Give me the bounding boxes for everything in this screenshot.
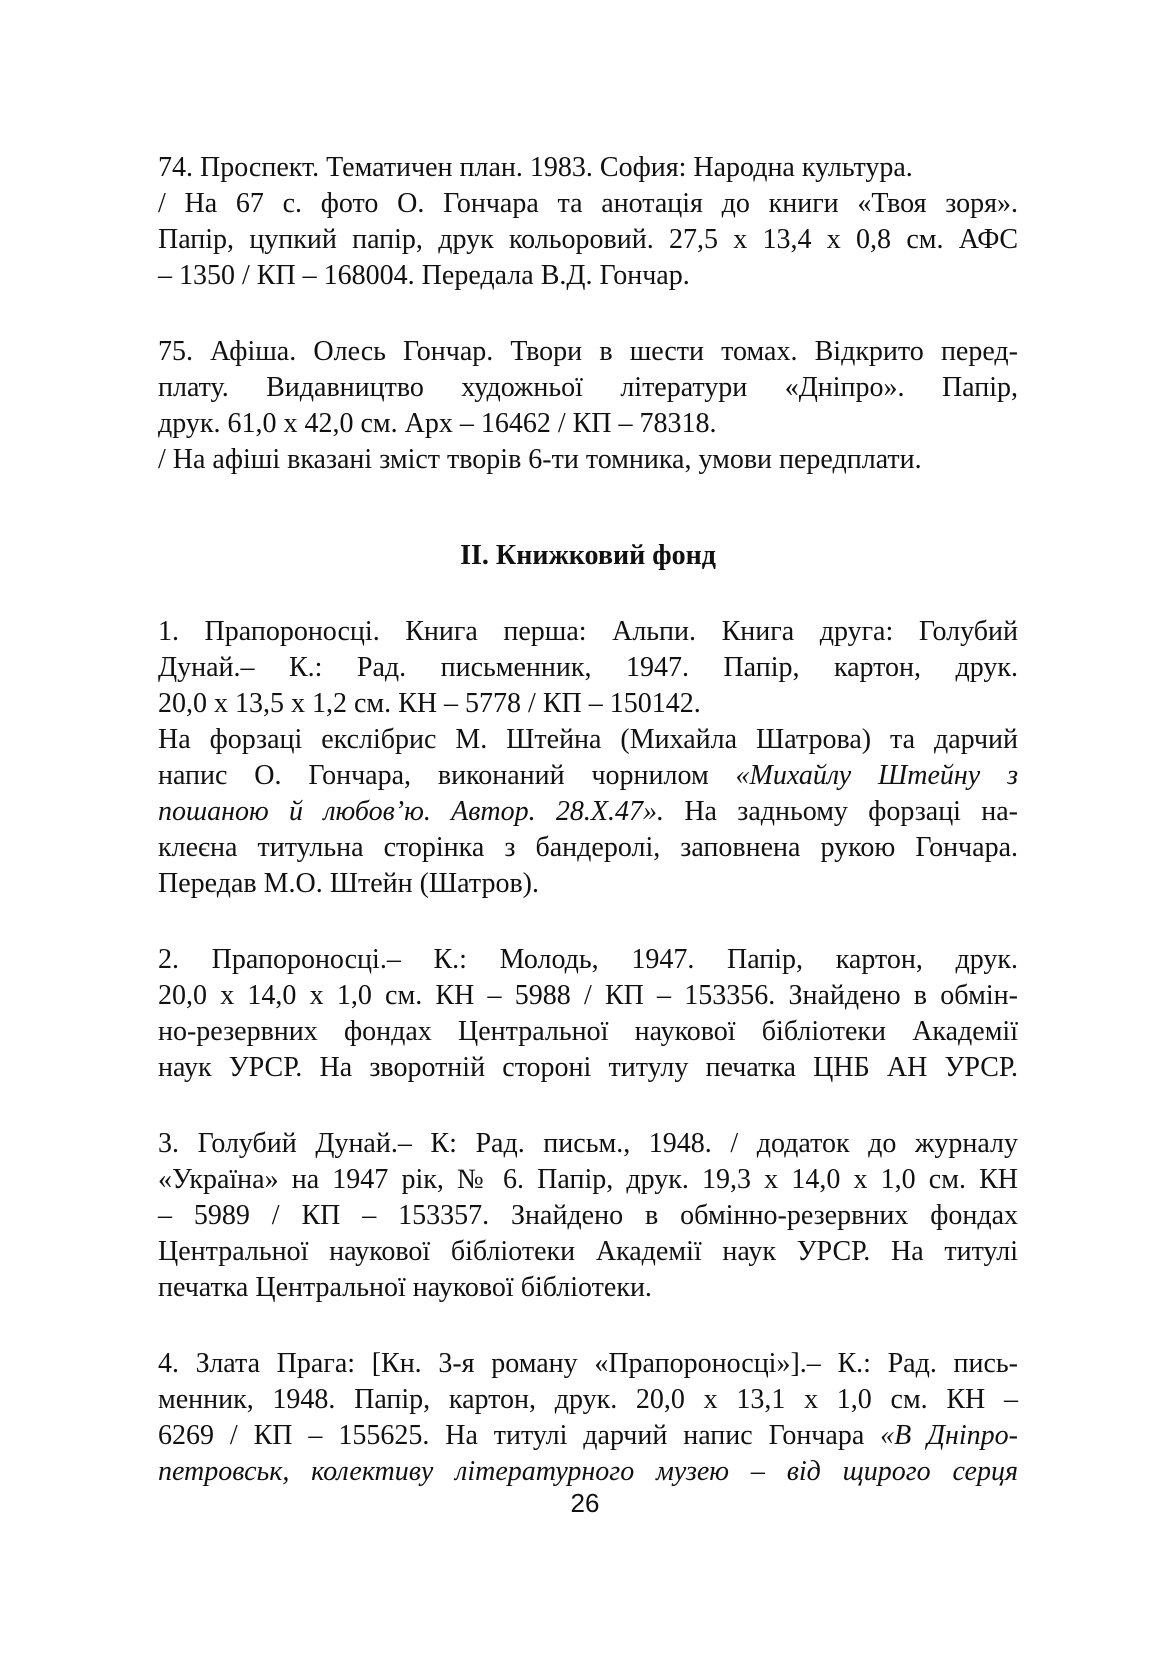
line-text: 3. Голубий Дунай.– К: Рад. письм., 1948. / додаток до журналу	[158, 1128, 1018, 1159]
entry-line	[158, 942, 1018, 978]
entry-line	[158, 406, 1018, 442]
catalog-entry	[158, 150, 1018, 294]
entry-line	[158, 686, 1018, 722]
entry-line	[158, 1050, 1018, 1086]
entry-line	[158, 334, 1018, 370]
entry-line	[158, 1454, 1018, 1490]
entry-line	[158, 150, 1018, 186]
line-text: – 1350 / КП – 168004. Передала В.Д. Гончар.	[158, 260, 690, 291]
entry-line	[158, 794, 1018, 830]
line-text: наук УРСР. На зворотній стороні титулу печатка ЦНБ АН УРСР.	[158, 1052, 1018, 1083]
entries-books	[158, 614, 1018, 1490]
entry-line	[158, 1418, 1018, 1454]
line-text: друк. 61,0 х 42,0 см. Арх – 16462 / КП – 78318.	[158, 408, 717, 439]
line-text: но-резервних фондах Центральної наукової бібліотеки Академії	[158, 1016, 1018, 1047]
line-text: / На афіші вказані зміст творів 6-ти томника, умови передплати.	[158, 444, 922, 475]
entry-line	[158, 186, 1018, 222]
entry-line	[158, 222, 1018, 258]
entry-line	[158, 1126, 1018, 1162]
entry-line	[158, 614, 1018, 650]
catalog-entry	[158, 942, 1018, 1086]
line-text: Дунай.– К.: Рад. письменник, 1947. Папір, картон, друк.	[158, 652, 1018, 683]
line-italic-quote: «В Дніпро-	[880, 1420, 1018, 1451]
line-text: – 5989 / КП – 153357. Знайдено в обмінно-резервних фондах	[158, 1200, 1018, 1231]
entry-line	[158, 370, 1018, 406]
catalog-entry	[158, 614, 1018, 902]
line-italic-quote: «Михайлу Штейну з	[735, 760, 1018, 791]
entry-line	[158, 1014, 1018, 1050]
entries-top	[158, 150, 1018, 478]
entry-line	[158, 830, 1018, 866]
line-italic-quote: петровськ, колективу літературного музею – від щирого серця	[158, 1456, 1018, 1487]
entry-line	[158, 758, 1018, 794]
entry-line	[158, 650, 1018, 686]
document-page	[158, 150, 1018, 1530]
entry-line	[158, 1198, 1018, 1234]
line-text: На форзаці екслібрис М. Штейна (Михайла Шатрова) та дарчий	[158, 724, 1018, 755]
entry-line	[158, 978, 1018, 1014]
catalog-entry	[158, 1346, 1018, 1490]
entry-line	[158, 722, 1018, 758]
entry-line	[158, 1382, 1018, 1418]
line-text: менник, 1948. Папір, картон, друк. 20,0 х 13,1 х 1,0 см. КН –	[158, 1384, 1018, 1415]
line-text: печатка Центральної наукової бібліотеки.	[158, 1272, 652, 1303]
entry-line	[158, 866, 1018, 902]
section-title: ІІ. Книжковий фонд	[460, 540, 716, 571]
line-text: 1. Прапороносці. Книга перша: Альпи. Книга друга: Голубий	[158, 616, 1018, 647]
line-text: Центральної наукової бібліотеки Академії наук УРСР. На титулі	[158, 1236, 1018, 1267]
page-number: 26	[570, 1488, 600, 1518]
line-text: 2. Прапороносці.– К.: Молодь, 1947. Папір, картон, друк.	[158, 944, 1018, 975]
line-text: 74. Проспект. Тематичен план. 1983. София: Народна культура.	[158, 152, 913, 183]
line-text: 20,0 х 14,0 х 1,0 см. КН – 5988 / КП – 153356. Знайдено в обмін-	[158, 980, 1018, 1011]
line-text: Папір, цупкий папір, друк кольоровий. 27,5 х 13,4 х 0,8 см. АФС	[158, 224, 1018, 255]
line-text: / На 67 с. фото О. Гончара та анотація до книги «Твоя зоря».	[158, 188, 1018, 219]
line-text: 6269 / КП – 155625. На титулі дарчий напис Гончара	[158, 1420, 881, 1451]
catalog-entry	[158, 334, 1018, 478]
line-text: напис О. Гончара, виконаний чорнилом	[158, 760, 736, 791]
entry-line	[158, 442, 1018, 478]
line-text-after: На задньому форзаці на-	[664, 796, 1018, 827]
entry-line	[158, 1270, 1018, 1306]
line-text: плату. Видавництво художньої літератури «Дніпро». Папір,	[158, 372, 1018, 403]
entry-line	[158, 258, 1018, 294]
line-text: клеєна титульна сторінка з бандеролі, заповнена рукою Гончара.	[158, 832, 1018, 863]
line-text: 4. Злата Прага: [Кн. 3-я роману «Прапороносці»].– К.: Рад. пись-	[158, 1348, 1018, 1379]
line-text: Передав М.О. Штейн (Шатров).	[158, 868, 539, 899]
entry-line	[158, 1162, 1018, 1198]
line-text: 75. Афіша. Олесь Гончар. Твори в шести томах. Відкрито перед-	[158, 336, 1018, 367]
line-italic-quote: пошаною й любов’ю. Автор. 28.Х.47».	[158, 796, 665, 827]
entry-line	[158, 1346, 1018, 1382]
entry-line	[158, 1234, 1018, 1270]
line-text: «Україна» на 1947 рік, № 6. Папір, друк. 19,3 х 14,0 х 1,0 см. КН	[158, 1164, 1018, 1195]
catalog-entry	[158, 1126, 1018, 1306]
line-text: 20,0 х 13,5 х 1,2 см. КН – 5778 / КП – 150142.	[158, 688, 701, 719]
